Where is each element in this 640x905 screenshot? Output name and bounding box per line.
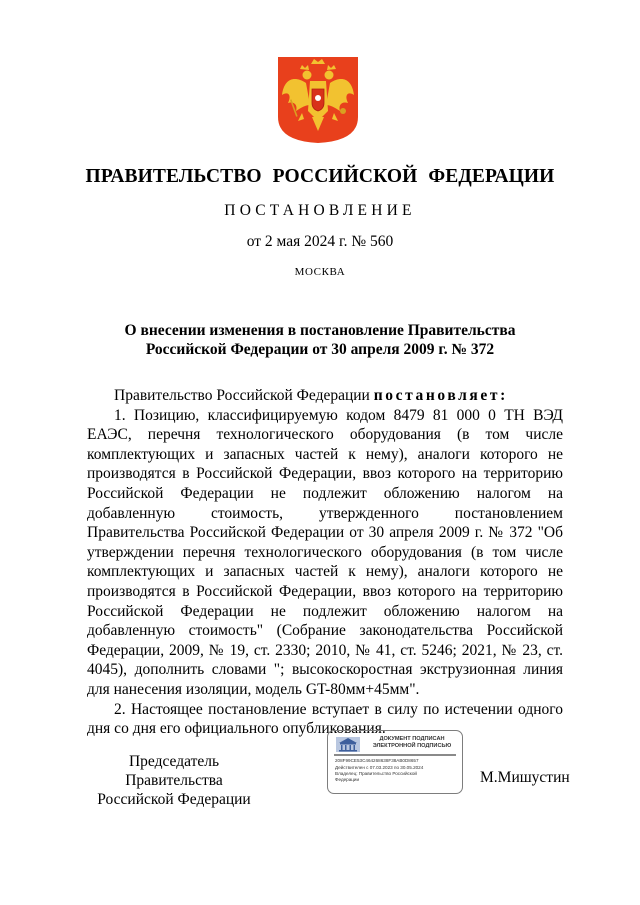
intro-paragraph (87, 386, 563, 406)
document-body (87, 386, 563, 739)
intro-text: Правительство Российской Федерации (114, 387, 374, 404)
item-2: 2. Настоящее постановление вступает в силу по истечении одного дня со дня его официального опубликования. (87, 700, 563, 738)
signatory-name: М.Мишустин (480, 769, 570, 786)
document-type: ПОСТАНОВЛЕНИЕ (224, 202, 416, 219)
stamp-title-line-2: ЭЛЕКТРОННОЙ ПОДПИСЬЮ (372, 743, 452, 749)
government-title: ПРАВИТЕЛЬСТВО РОССИЙСКОЙ ФЕДЕРАЦИИ (85, 166, 555, 187)
stamp-owner-line-2: Федерации (335, 777, 360, 782)
stamp-title (364, 736, 460, 750)
city: МОСКВА (294, 266, 346, 278)
stamp-divider (334, 754, 456, 756)
stamp-certificate: 208F99CE53C464268638F38AB0D8657 (335, 758, 419, 763)
item-1: 1. Позицию, классифицируемую кодом 8479 81 000 0 ТН ВЭД ЕАЭС, перечня технологического оборудования (в том числе комплектующих и запасных частей к нему), аналоги которого не производятся в Российской Федерации, ввоз которого на территорию Российской Федерации не подлежит обложению налогом на добавленную стоимость, утвержденного постановлением Правительства Российской Федерации от 30 апреля 2009 г. № 372 "Об утверждении перечня технологического оборудования (в том числе комплектующих и запасных частей к нему), аналоги которого не производятся в Российской Федерации, ввоз которого на территорию Российской Федерации не подлежит обложению налогом на добавленную стоимость" (Собрание законодательства Российской Федерации, 2009, № 19, ст. 2330; 2010, № 41, ст. 5246; 2021, № 23, ст. 4045), дополнить словами "; высокоскоростная экструзионная линия для нанесения изоляции, модель GT-80мм+45мм". (87, 406, 563, 698)
stamp-owner-line-1: Владелец: Правительство Российской (335, 771, 417, 776)
position-line-2: Российской Федерации (97, 791, 251, 808)
russian-coat-of-arms-icon (276, 55, 360, 145)
stamp-validity: Действителен с 07.03.2023 по 30.05.2024 (335, 765, 424, 770)
electronic-signature-stamp (327, 730, 463, 794)
heading-line-2: Российской Федерации от 30 апреля 2009 г. № 372 (145, 341, 495, 358)
date-number: от 2 мая 2024 г. № 560 (246, 233, 394, 250)
heading-line-1: О внесении изменения в постановление Правительства (124, 322, 516, 339)
position-line-1: Председатель Правительства (125, 753, 223, 789)
intro-decree: постановляет: (373, 387, 508, 404)
document-heading (0, 321, 640, 359)
government-building-icon (336, 737, 360, 752)
signatory-position (79, 752, 269, 809)
stamp-title-line-1: ДОКУМЕНТ ПОДПИСАН (379, 736, 445, 742)
